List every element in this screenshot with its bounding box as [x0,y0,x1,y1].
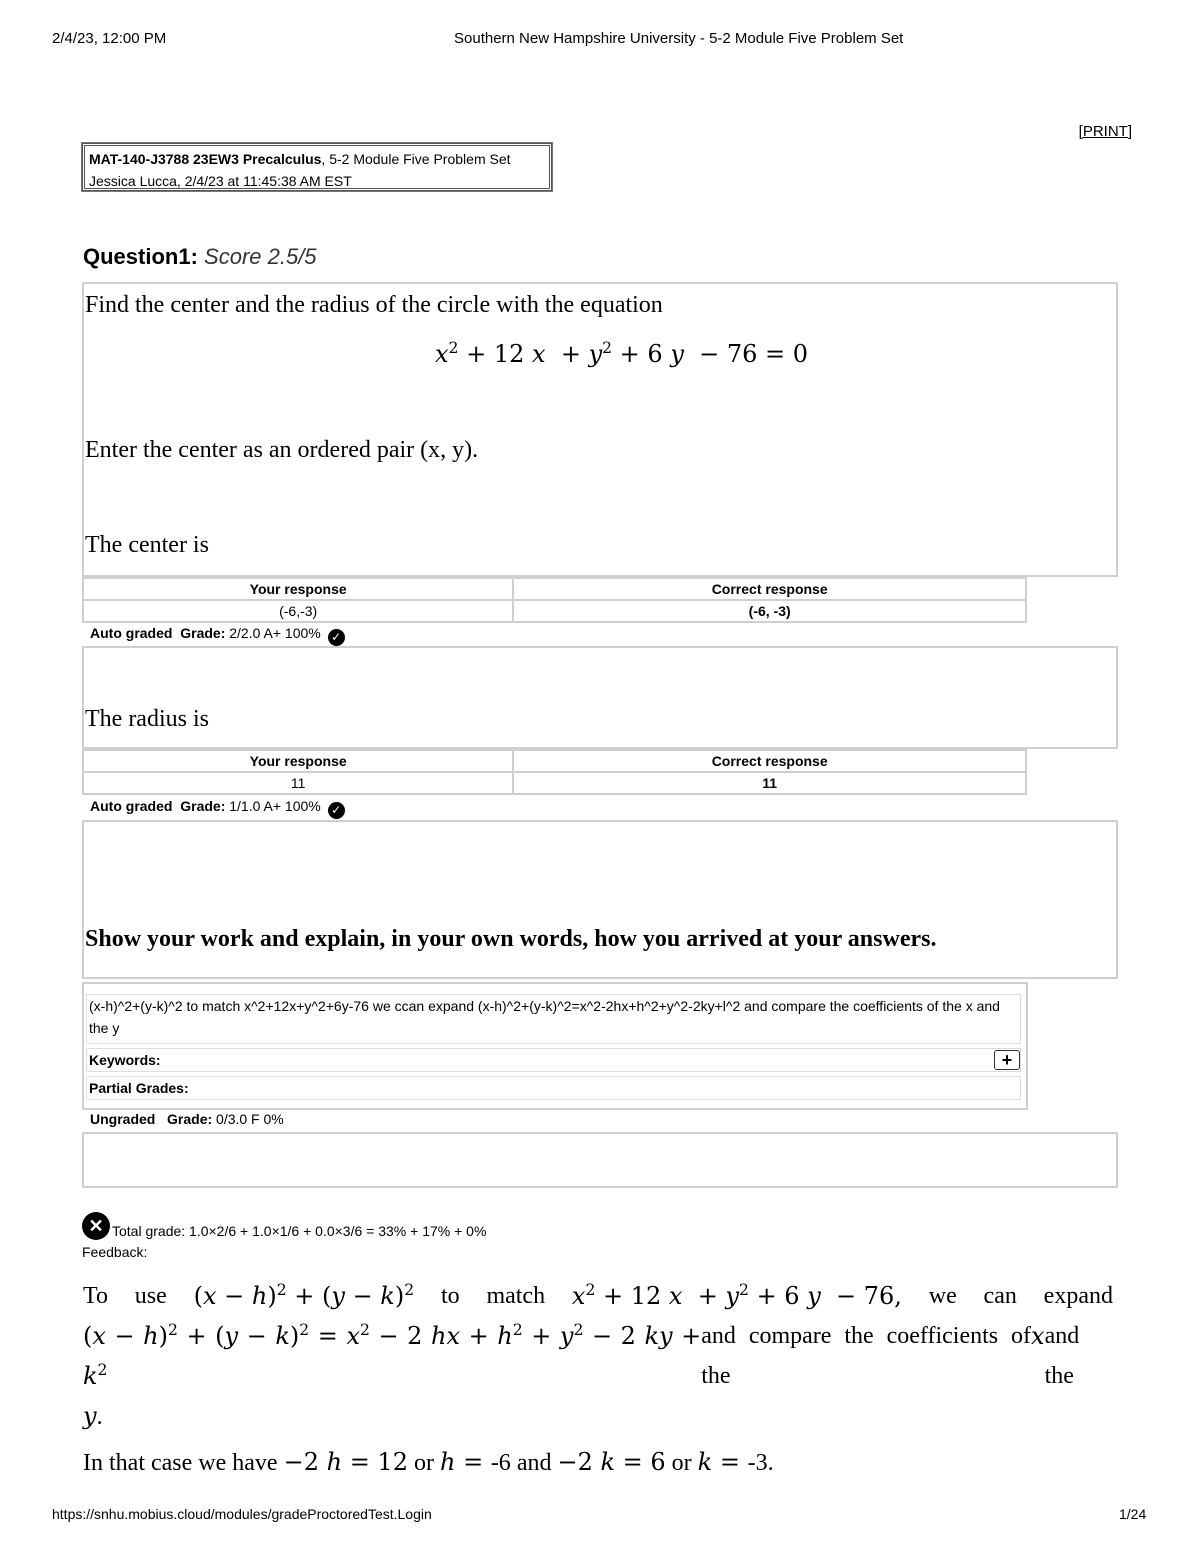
fb-word: use [134,1283,167,1309]
course-name: MAT-140-J3788 23EW3 Precalculus [89,151,322,167]
footer-url: https://snhu.mobius.cloud/modules/gradeProctoredTest.Login [52,1506,432,1522]
fb-word: To [83,1283,108,1309]
grade-value: 1/1.0 A+ 100% [229,798,321,814]
print-link[interactable]: [PRINT] [1078,123,1132,140]
correct-response-value: (-6, -3) [513,600,1026,622]
incorrect-x-icon: ✕ [82,1212,110,1240]
feedback-paragraph-2 [83,1448,774,1477]
center-grade-line [90,625,345,646]
page-number: 1/24 [1119,1506,1147,1522]
grade-label: Grade: [180,798,226,814]
assignment-name: , 5-2 Module Five Problem Set [321,151,511,167]
check-icon: ✓ [328,802,345,819]
fb-word: match [486,1283,546,1309]
fb-word: and compare the coefficients of the [701,1323,1032,1389]
fb-word: expand [1043,1283,1113,1309]
question-box-empty [82,1132,1118,1188]
work-prompt: Show your work and explain, in your own words, how you arrived at your answers. [85,926,937,952]
fb-math-lhs: $(x - h)^2 + (y - k)^2$ [193,1281,415,1310]
work-grade-line [90,1111,284,1127]
your-response-value: (-6,-3) [83,600,513,622]
question-box-radius [82,646,1118,749]
fb-word: to [440,1283,460,1309]
center-label: The center is [85,532,209,558]
grade-label: Grade: [167,1111,213,1127]
check-icon: ✓ [328,629,345,646]
fb-math-eq: $x^2 + 12$ $x + y^2 + 6$ y − 76, [571,1281,902,1310]
correct-response-value: 11 [513,772,1026,794]
keywords-row: Keywords: [86,1048,1021,1072]
fb-k-value: -3. [747,1450,774,1476]
center-prompt: Enter the center as an ordered pair (x, y). [85,437,479,463]
radius-grade-line [90,798,345,819]
question-score: Score 2.5/5 [204,244,317,269]
fb-word: and [516,1450,552,1476]
grade-value: 2/2.0 A+ 100% [229,625,321,641]
fb-word: we [928,1283,957,1309]
fb-word: can [983,1283,1017,1309]
print-datetime: 2/4/23, 12:00 PM [52,30,167,47]
grade-label: Grade: [180,625,226,641]
fb-math-h: h = [439,1448,491,1476]
question-title [83,244,317,270]
grade-type: Auto graded [90,625,173,641]
expand-keywords-button[interactable]: + [994,1050,1020,1070]
assignment-info-box [82,143,552,191]
grade-type: Ungraded [90,1111,156,1127]
question-prompt: Find the center and the radius of the circle with the equation [85,292,663,318]
feedback-label: Feedback: [82,1244,148,1260]
grade-type: Auto graded [90,798,173,814]
fb-word: or [413,1450,434,1476]
fb-math-k-eq: −2 k = 6 [557,1448,666,1476]
fb-word: In that case we have [83,1450,278,1476]
fb-math-y: y [83,1402,97,1430]
question-box-work [82,820,1118,979]
circle-equation: $x^2 + 12$ $x + y^2 + 6$ y − 76 = 0 [435,339,809,368]
fb-math-expansion: $(x - h)^2 + (y - k)^2 = x^2 - 2$ hx + $h^2 + y^2 - 2$ ky + $k^2$ [83,1321,702,1390]
feedback-paragraph: To use $(x - h)^2 + (y - k)^2$ to match $x^2 + 12$ $x + y^2 + 6$ y − 76, we can expand $(x - h)^2 + (y - k)^2 = x^2 - 2$ hx + $h^2 + y^2 - 2$ ky + $k^2$ and compare the coefficients of the x and the y. [83,1276,1113,1437]
fb-math-x: x [1031,1322,1045,1350]
radius-label: The radius is [85,706,209,732]
center-response-table [82,577,1027,623]
radius-response-table [82,749,1027,795]
total-grade: Total grade: 1.0×2/6 + 1.0×1/6 + 0.0×3/6 = 33% + 17% + 0% [112,1223,487,1239]
fb-math-k: k = [697,1448,748,1476]
your-response-header: Your response [83,750,513,772]
fb-h-value: -6 [490,1450,511,1476]
correct-response-header: Correct response [513,750,1026,772]
work-response-text: (x-h)^2+(y-k)^2 to match x^2+12x+y^2+6y-76 we ccan expand (x-h)^2+(y-k)^2=x^2-2hx+h^2+y^2-2ky+l^2 and compare the coefficients of the x and the y [86,994,1021,1044]
your-response-value: 11 [83,772,513,794]
partial-grades-row: Partial Grades: [86,1076,1021,1100]
fb-math-h-eq: −2 h = 12 [283,1448,408,1476]
fb-word: or [671,1450,692,1476]
question-label: Question1: [83,244,198,269]
student-line: Jessica Lucca, 2/4/23 at 11:45:38 AM EST [89,173,352,189]
fb-word: and the [1044,1323,1080,1389]
correct-response-header: Correct response [513,578,1026,600]
question-box-center [82,282,1118,577]
print-page-title: Southern New Hampshire University - 5-2 Module Five Problem Set [454,30,904,47]
grade-value: 0/3.0 F 0% [216,1111,284,1127]
your-response-header: Your response [83,578,513,600]
